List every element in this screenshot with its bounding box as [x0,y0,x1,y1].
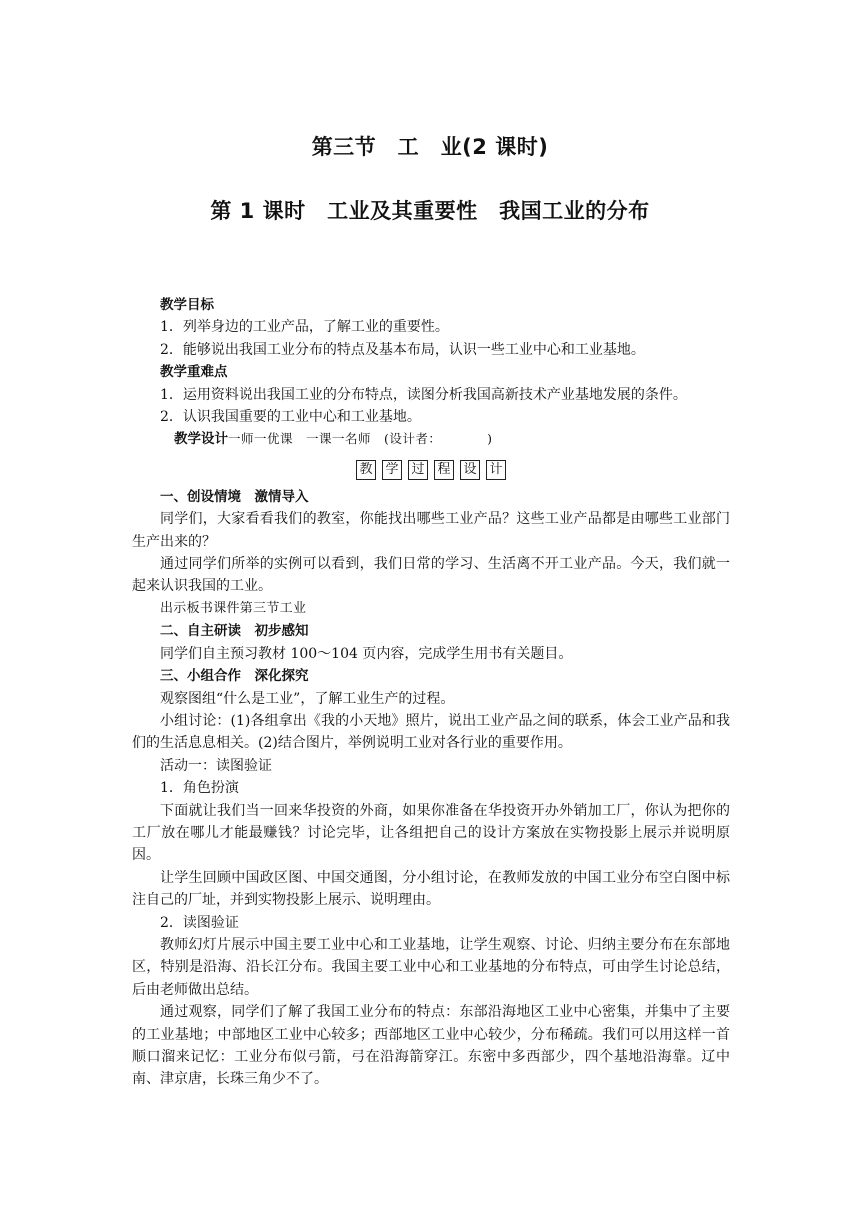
section3-paragraph: 小组讨论：(1)各组拿出《我的小天地》照片，说出工业产品之间的联系，体会工业产品和我们的生活息息相关。(2)结合图片，举例说明工业对各行业的重要作用。 [132,712,730,752]
section1-paragraph: 同学们，大家看看我们的教室，你能找出哪些工业产品？这些工业产品都是由哪些工业部门生产出来的？ [132,511,730,550]
key-point-item-2: 2．认识我国重要的工业中心和工业基地。 [160,409,421,426]
design-note: 一师一优课 一课一名师 (设计者： ) [228,431,493,447]
goal-item-2: 2．能够说出我国工业分布的特点及基本布局，认识一些工业中心和工业基地。 [160,341,645,358]
design-line [132,428,730,450]
part1-paragraph: 让学生回顾中国政区图、中国交通图，分小组讨论，在教师发放的中国工业分布空白图中标注自己的厂址，并到实物投影上展示、说明理由。 [132,869,730,909]
process-char: 教 [356,460,376,480]
process-char: 过 [408,460,428,480]
section1-paragraph: 通过同学们所举的实例可以看到，我们日常的学习、生活离不开工业产品。今天，我们就一起来认识我国的工业。 [132,556,730,595]
page-title: 第三节 工 业(2 课时) [311,135,549,159]
part1-heading: 1．角色扮演 [160,780,239,797]
section3-heading: 三、小组合作 深化探究 [160,668,309,685]
part2-paragraph: 通过观察，同学们了解了我国工业分布的特点：东部沿海地区工业中心密集，并集中了主要的工业基地；中部地区工业中心较多；西部地区工业中心较少，分布稀疏。我们可以用这样一首顺口溜来记忆：工业分布似弓箭，弓在沿海箭穿江。东密中多西部少，四个基地沿海靠。辽中南、津京唐，长珠三角少不了。 [132,1004,730,1088]
process-char: 学 [382,460,402,480]
section2-heading: 二、自主研读 初步感知 [160,623,309,640]
part2-paragraph: 教师幻灯片展示中国主要工业中心和工业基地，让学生观察、讨论、归纳主要分布在东部地区，特别是沿海、沿长江分布。我国主要工业中心和工业基地的分布特点，可由学生讨论总结，后由老师做出总结。 [132,936,730,998]
design-label: 教学设计 [174,431,228,448]
goal-item-1: 1．列举身边的工业产品，了解工业的重要性。 [160,319,449,336]
key-point-item-1: 1．运用资料说出我国工业的分布特点，读图分析我国高新技术产业基地发展的条件。 [160,386,687,403]
section2-paragraph: 同学们自主预习教材 100～104 页内容，完成学生用书有关题目。 [160,645,573,662]
document-body [132,294,730,1091]
process-design-banner [132,460,730,480]
activity-heading: 活动一：读图验证 [160,757,272,774]
process-char: 设 [460,460,480,480]
section1-board-note: 出示板书课件第三节工业 [160,600,307,616]
section1-heading: 一、创设情境 激情导入 [160,488,309,505]
process-char: 程 [434,460,454,480]
part2-heading: 2．读图验证 [160,914,239,931]
process-char: 计 [486,460,506,480]
section3-paragraph: 观察图组“什么是工业”，了解工业生产的过程。 [160,690,455,707]
lesson-subtitle: 第 1 课时 工业及其重要性 我国工业的分布 [210,199,650,223]
part1-paragraph: 下面就让我们当一回来华投资的外商，如果你准备在华投资开办外销加工厂，你认为把你的工厂放在哪儿才能最赚钱？讨论完毕，让各组把自己的设计方案放在实物投影上展示并说明原因。 [132,802,730,864]
goals-heading: 教学目标 [160,297,214,313]
key-points-heading: 教学重难点 [160,364,228,381]
